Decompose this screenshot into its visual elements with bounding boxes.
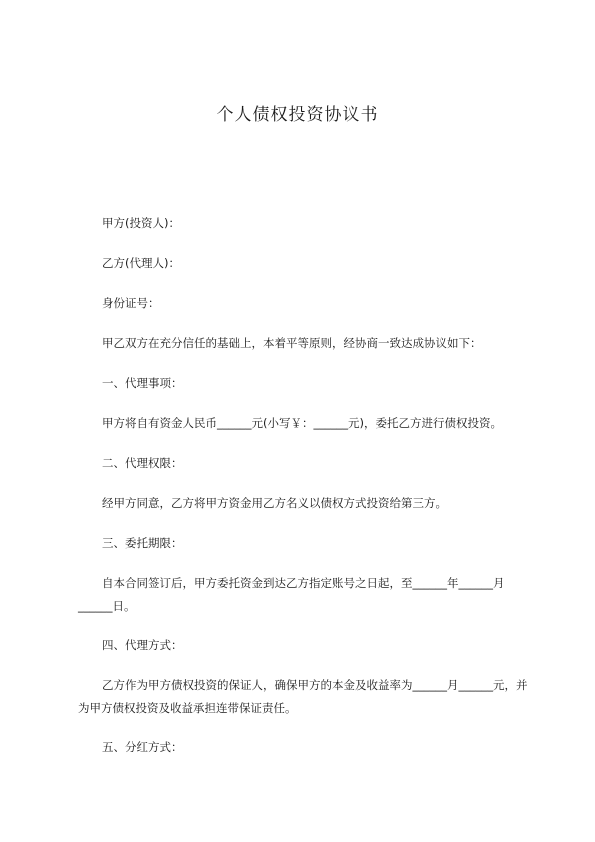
- section-heading-1: 一、代理事项：: [102, 376, 183, 390]
- section-body-4: 乙方作为甲方债权投资的保证人，确保甲方的本金及收益率为______月______元，并为甲方债权投资及收益承担连带保证责任。: [78, 678, 528, 715]
- party-b-line: 乙方(代理人)：: [102, 256, 180, 270]
- section-body-2: 经甲方同意，乙方将甲方资金用乙方名义以债权方式投资给第三方。: [102, 496, 447, 510]
- section-heading-3: 三、委托期限：: [102, 536, 183, 550]
- preamble-paragraph: 甲乙双方在充分信任的基础上，本着平等原则，经协商一致达成协议如下：: [102, 336, 482, 350]
- section-body-1: 甲方将自有资金人民币______元(小写￥：______元)，委托乙方进行债权投资。: [102, 416, 502, 430]
- section-heading-2: 二、代理权限：: [102, 456, 183, 470]
- section-heading-4: 四、代理方式：: [102, 638, 183, 652]
- document-title: 个人债权投资协议书: [216, 105, 379, 125]
- section-body-3: 自本合同签订后，甲方委托资金到达乙方指定账号之日起，至______年______月______日。: [78, 576, 505, 613]
- party-a-line: 甲方(投资人)：: [102, 216, 180, 230]
- id-number-line: 身份证号：: [102, 296, 160, 310]
- section-heading-5: 五、分红方式：: [102, 740, 183, 754]
